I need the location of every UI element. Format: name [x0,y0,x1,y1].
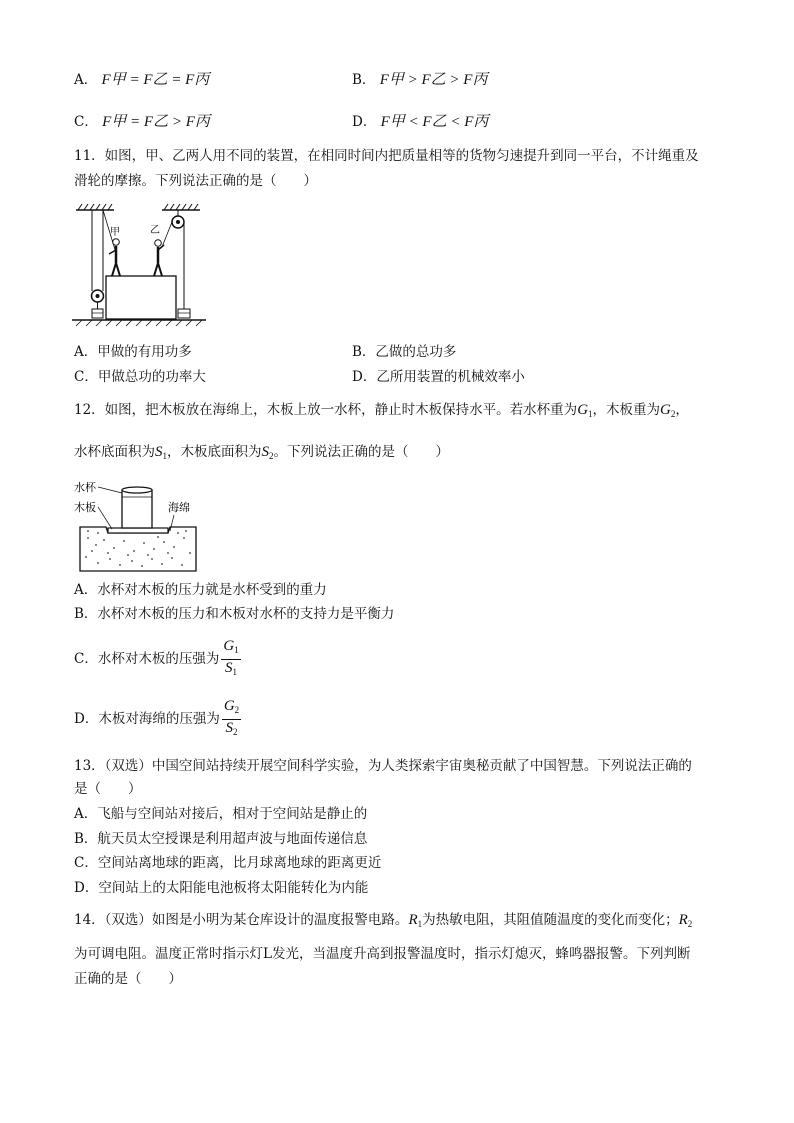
q12-stem-line-2: 水杯底面积为$S_1$，木板底面积为$S_2$。下列说法正确的是（ ） [74,444,449,461]
q10-option-d[interactable]: D． F甲 < F乙 < F丙 [352,114,489,130]
q12-fraction-g1-s1: $\frac{G_1}{S_1}$ [223,638,239,677]
q10-option-c-formula: F甲 = F乙 > F丙 [102,114,210,130]
q13-option-a[interactable]: A．飞船与空间站对接后，相对于空间站是静止的 [74,806,368,822]
q10-option-a[interactable]: A． F甲 = F乙 = F丙 [74,72,210,88]
q14-r2: $R_2$ [678,912,693,929]
q11-stem-line-2: 滑轮的摩擦。下列说法正确的是（ ） [74,173,317,189]
q10-option-b[interactable]: B． F甲 > F乙 > F丙 [352,72,488,88]
q12-sponge-figure [74,473,200,573]
q12-stem-line-1: 12．如图，把木板放在海绵上，木板上放一水杯，静止时木板保持水平。若水杯重为$G_1$，木板重为$G_2$， [74,402,689,419]
q14-stem-line-1: 14．（双选）如图是小明为某仓库设计的温度报警电路。$R_1$为热敏电阻，其阻值随温度的变化而变化；$R_2$ [74,912,693,929]
q12-label-cup: 水杯 [74,481,96,494]
q11-option-d[interactable]: D．乙所用装置的机械效率小 [352,369,525,385]
q12-option-a[interactable]: A．水杯对木板的压力就是水杯受到的重力 [74,582,327,598]
q14-stem-line-2: 为可调电阻。温度正常时指示灯L发光，当温度升高到报警温度时，指示灯熄灭，蜂鸣器报警。下列判断 [74,946,691,962]
q11-option-c[interactable]: C．甲做总功的功率大 [74,369,206,385]
q13-option-c[interactable]: C．空间站离地球的距离，比月球离地球的距离更近 [74,855,382,871]
q12-g2: $G_2$ [660,402,676,419]
q14-stem-line-3: 正确的是（ ） [74,971,182,987]
q12-fraction-g2-s2: $\frac{G_2}{S_2}$ [223,698,240,737]
q11-option-b[interactable]: B．乙做的总功多 [352,344,457,360]
q10-option-b-formula: F甲 > F乙 > F丙 [379,72,488,88]
q10-option-d-formula: F甲 < F乙 < F丙 [380,114,489,130]
q11-label-jia: 甲 [110,227,120,238]
q11-pulley-figure [72,203,206,327]
q10-option-a-formula: F甲 = F乙 = F丙 [101,72,210,88]
q13-option-b[interactable]: B．航天员太空授课是利用超声波与地面传递信息 [74,831,368,847]
q13-stem-line-1: 13．（双选）中国空间站持续开展空间科学实验，为人类探索宇宙奥秘贡献了中国智慧。下列说法正确的 [74,758,692,774]
q11-option-a[interactable]: A．甲做的有用功多 [74,344,192,360]
q12-s1: $S_1$ [155,444,167,461]
q10-option-c[interactable]: C． F甲 = F乙 > F丙 [74,114,210,130]
q12-option-b[interactable]: B．水杯对木板的压力和木板对水杯的支持力是平衡力 [74,606,395,622]
q11-label-yi: 乙 [150,225,160,236]
q14-r1: $R_1$ [408,912,423,929]
q11-stem-line-1: 11．如图，甲、乙两人用不同的装置，在相同时间内把质量相等的货物匀速提升到同一平台，不计绳重及 [74,148,699,164]
q12-label-board: 木板 [74,501,96,514]
q12-option-d[interactable]: D．木板对海绵的压强为 $\frac{G_2}{S_2}$ [74,698,241,741]
q13-option-d[interactable]: D．空间站上的太阳能电池板将太阳能转化为内能 [74,880,369,896]
q12-option-c[interactable]: C．水杯对木板的压强为 $\frac{G_1}{S_1}$ [74,638,241,681]
q12-label-sponge: 海绵 [168,501,190,514]
q12-g1: $G_1$ [577,402,593,419]
q13-stem-line-2: 是（ ） [74,781,142,797]
q12-s2: $S_2$ [261,444,274,461]
